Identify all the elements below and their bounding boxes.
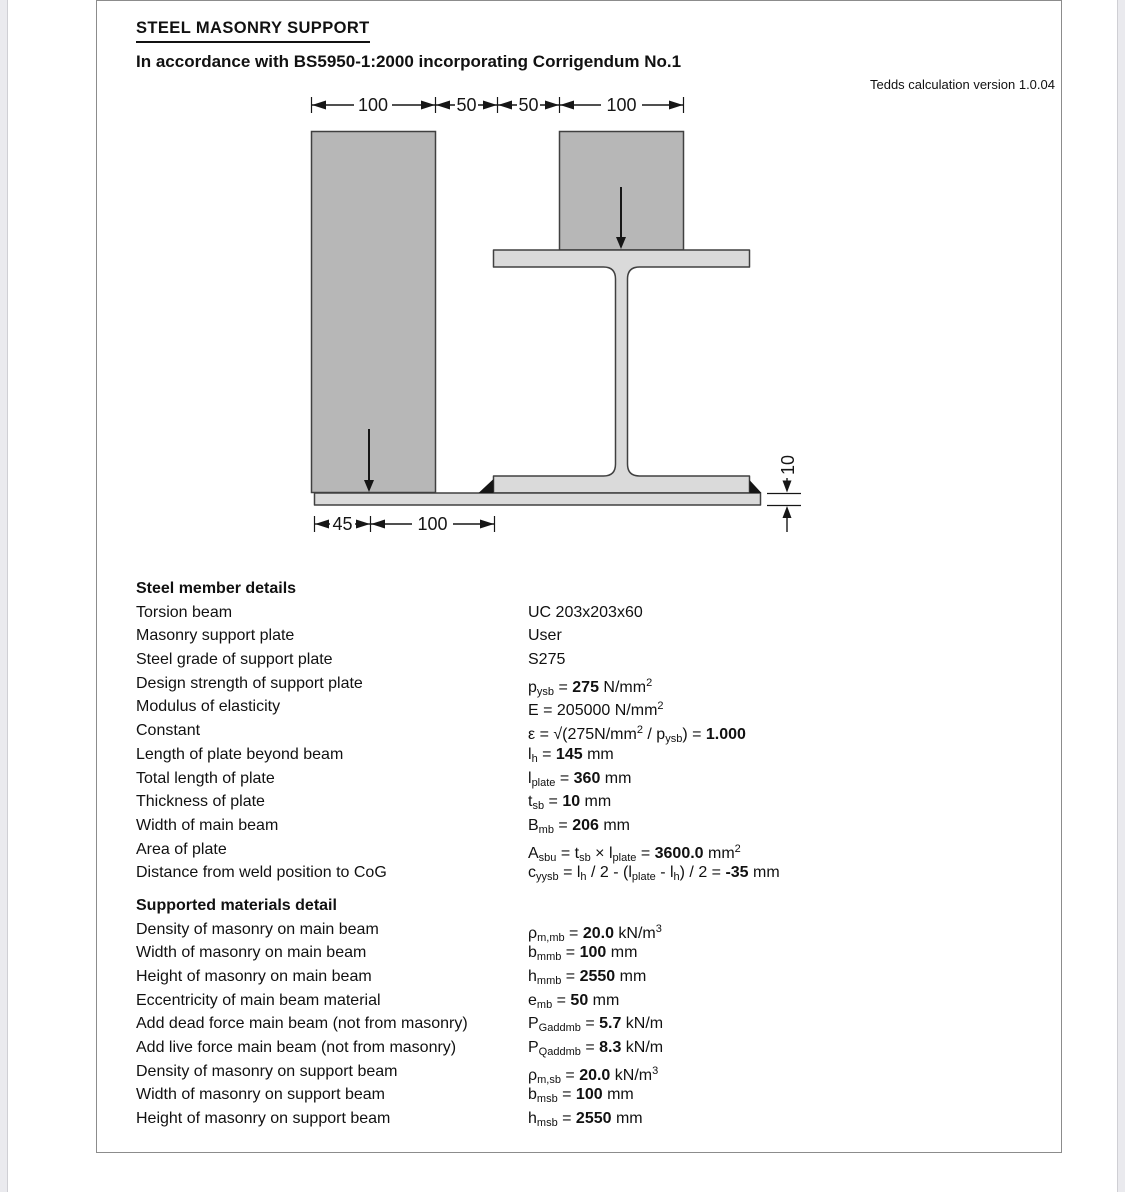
row-label: Area of plate: [136, 840, 227, 858]
row-label: Distance from weld position to CoG: [136, 864, 387, 882]
row-value: $\varepsilon = √(275N/mm^2 / p_{ysb}) = 1.000$: [528, 724, 746, 746]
calc-row: [136, 941, 1076, 965]
calc-row: [136, 648, 1076, 672]
row-value: $b_{mmb} = 100$ mm: [528, 944, 638, 964]
calculation-details: [136, 577, 1076, 1131]
calc-row: [136, 861, 1076, 885]
weld-left: [479, 479, 494, 493]
row-value: $\rho_{m,mb} = 20.0$ $kN/m^3$: [528, 922, 662, 944]
section-heading: Steel member details: [136, 580, 297, 597]
version-note: Tedds calculation version 1.0.04: [869, 77, 1055, 92]
row-label: Density of masonry on main beam: [136, 920, 379, 938]
row-value: $e_{mb} = 50$ mm: [528, 991, 620, 1011]
row-label: Height of masonry on support beam: [136, 1110, 391, 1128]
row-value: $B_{mb} = 206$ mm: [528, 816, 630, 836]
dim-label: 100: [357, 95, 389, 115]
calc-row: [136, 1107, 1076, 1131]
row-value: $l_{plate} = 360$ mm: [528, 769, 632, 789]
row-value: $b_{msb} = 100$ mm: [528, 1086, 634, 1106]
row-label: Add live force main beam (not from masonry): [136, 1039, 457, 1057]
row-value: $l_h = 145$ mm: [528, 745, 614, 765]
calc-row: [136, 1012, 1076, 1036]
row-label: Torsion beam: [136, 603, 233, 621]
row-value: $t_{sb} = 10$ mm: [528, 793, 612, 813]
row-label: Masonry support plate: [136, 627, 295, 645]
dimension-plate-thickness: [767, 455, 801, 532]
beam-section-diagram: [301, 89, 813, 539]
row-label: Height of masonry on main beam: [136, 968, 372, 985]
dim-label: 50: [456, 95, 477, 115]
calc-row: [136, 743, 1076, 767]
calc-row: [136, 965, 1076, 989]
viewer-left-gutter: [0, 0, 8, 1192]
row-label: Density of masonry on support beam: [136, 1062, 398, 1080]
calc-row: [136, 790, 1076, 814]
row-value: $h_{mmb} = 2550$ mm: [528, 968, 647, 987]
row-value: $c_{yysb} = l_h / 2 - (l_{plate} - l_h) / 2 = -35$ mm: [528, 864, 780, 884]
row-label: Thickness of plate: [136, 793, 265, 811]
row-value: User: [528, 627, 562, 645]
steel-beam-section: [494, 250, 750, 493]
calc-row: [136, 767, 1076, 791]
row-value: $h_{msb} = 2550$ mm: [528, 1110, 643, 1130]
row-value: $\rho_{m,sb} = 20.0$ $kN/m^3$: [528, 1064, 659, 1086]
dim-label: 100: [417, 514, 448, 534]
calc-row: [136, 918, 1076, 942]
calc-row: [136, 814, 1076, 838]
row-value: $P_{Gaddmb} = 5.7$ kN/m: [528, 1015, 664, 1035]
row-label: Steel grade of support plate: [136, 651, 333, 669]
row-label: Eccentricity of main beam material: [136, 991, 381, 1009]
calc-row: [136, 601, 1076, 625]
calc-row: [136, 695, 1076, 719]
viewer-right-gutter: [1117, 0, 1125, 1192]
calc-row: [136, 838, 1076, 862]
row-label: Add dead force main beam (not from masonry): [136, 1015, 468, 1033]
row-label: Length of plate beyond beam: [136, 745, 344, 763]
support-plate: [315, 493, 761, 505]
section-heading: Supported materials detail: [136, 896, 337, 914]
dimension-bottom: [315, 514, 495, 534]
row-label: Design strength of support plate: [136, 674, 363, 692]
weld-right: [750, 480, 762, 493]
dim-label: 45: [332, 514, 353, 534]
calc-row: [136, 672, 1076, 696]
row-value: $P_{Qaddmb} = 8.3$ kN/m: [528, 1039, 664, 1059]
row-label: Modulus of elasticity: [136, 698, 281, 716]
row-value: S275: [528, 651, 566, 669]
calc-row: [136, 719, 1076, 746]
row-value: $p_{ysb} = 275$ $N/mm^2$: [528, 676, 653, 698]
calc-row: [136, 624, 1076, 648]
calc-row: [136, 1083, 1076, 1107]
row-label: Total length of plate: [136, 769, 275, 787]
dim-label: 100: [606, 95, 637, 115]
calc-row: [136, 989, 1076, 1013]
row-value: UC 203x203x60: [528, 603, 643, 621]
row-label: Width of masonry on support beam: [136, 1086, 386, 1104]
row-value: E = 205000 $N/mm^2$: [528, 700, 664, 720]
row-value: $A_{sbu} = t_{sb} \times l_{plate} = 3600.0$ $mm^2$: [528, 842, 741, 864]
row-label: Width of main beam: [136, 816, 279, 834]
document-page: [96, 0, 1062, 1153]
row-label: Width of masonry on main beam: [136, 944, 367, 962]
page-subtitle: In accordance with BS5950-1:2000 incorporating Corrigendum No.1: [136, 52, 682, 71]
calc-row: [136, 1060, 1076, 1084]
dimension-top: [312, 95, 684, 115]
dim-label: 10: [778, 454, 798, 476]
page-title: STEEL MASONRY SUPPORT: [136, 19, 370, 43]
dim-label: 50: [518, 95, 539, 115]
row-label: Constant: [136, 722, 201, 740]
masonry-wall-left: [312, 132, 436, 493]
calc-row: [136, 1036, 1076, 1060]
